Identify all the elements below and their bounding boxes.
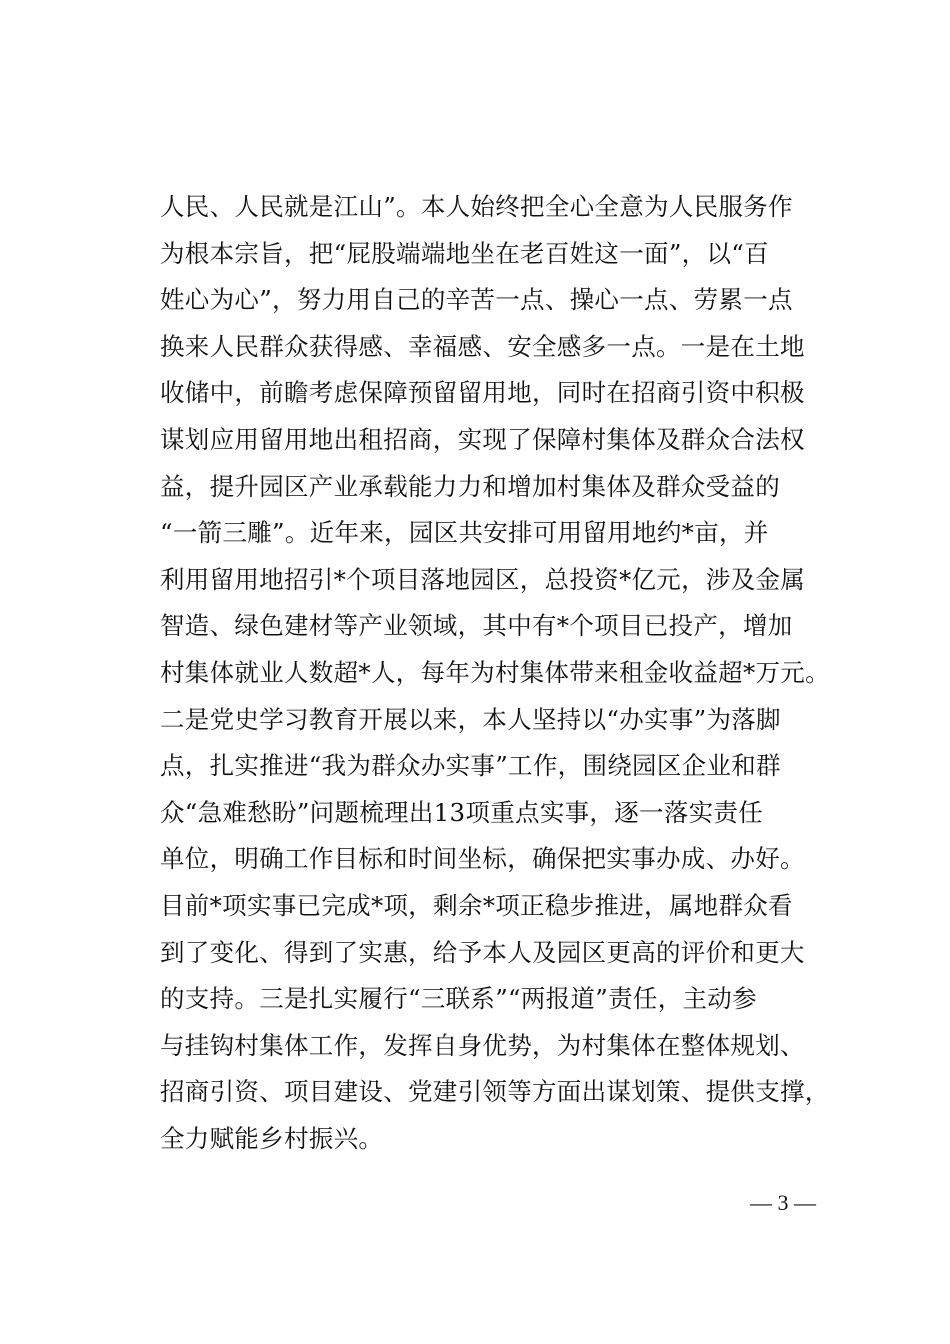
text-line-20: 招商引资、项目建设、党建引领等方面出谋划策、提供支撑， [160,1077,830,1107]
page-number: — 3 — [750,1190,816,1215]
text-line-14: 众“急难愁盼”问题梳理出13项重点实事，逐一落实责任 [160,797,764,827]
text-line-7: 益，提升园区产业承载能力力和增加村集体及群众受益的 [160,471,780,501]
text-line-17: 到了变化、得到了实惠，给予本人及园区更高的评价和更大 [160,937,805,967]
text-line-18: 的支持。三是扎实履行“三联系”“两报道”责任，主动参 [160,984,757,1014]
text-line-3: 姓心为心”，努力用自己的辛苦一点、操心一点、劳累一点 [160,285,793,315]
text-line-13: 点，扎实推进“我为群众办实事”工作，围绕园区企业和群 [160,751,781,781]
text-line-10: 智造、绿色建材等产业领域，其中有*个项目已投产，增加 [160,611,793,641]
text-line-16: 目前*项实事已完成*项，剩余*项正稳步推进，属地群众看 [160,890,793,920]
text-line-9: 利用留用地招引*个项目落地园区，总投资*亿元，涉及金属 [160,564,806,594]
text-line-4: 换来人民群众获得感、幸福感、安全感多一点。一是在土地 [160,331,805,361]
text-line-5: 收储中，前瞻考虑保障预留留用地，同时在招商引资中积极 [160,378,805,408]
body-paragraph [160,184,860,1162]
text-line-11: 村集体就业人数超*人，每年为村集体带来租金收益超*万元。 [160,657,830,687]
text-line-6: 谋划应用留用地出租招商，实现了保障村集体及群众合法权 [160,424,805,454]
text-line-1: 人民、人民就是江山”。本人始终把全心全意为人民服务作 [160,192,793,221]
text-line-8: “一箭三雕”。近年来，园区共安排可用留用地约*亩，并 [160,518,769,548]
text-line-12: 二是党史学习教育开展以来，本人坚持以“办实事”为落脚 [160,704,781,734]
text-line-19: 与挂钩村集体工作，发挥自身优势，为村集体在整体规划、 [160,1030,805,1060]
text-line-2: 为根本宗旨，把“屁股端端地坐在老百姓这一面”，以“百 [160,238,769,268]
text-line-21: 全力赋能乡村振兴。 [160,1123,384,1153]
text-line-15: 单位，明确工作目标和时间坐标，确保把实事办成、办好。 [160,844,805,874]
